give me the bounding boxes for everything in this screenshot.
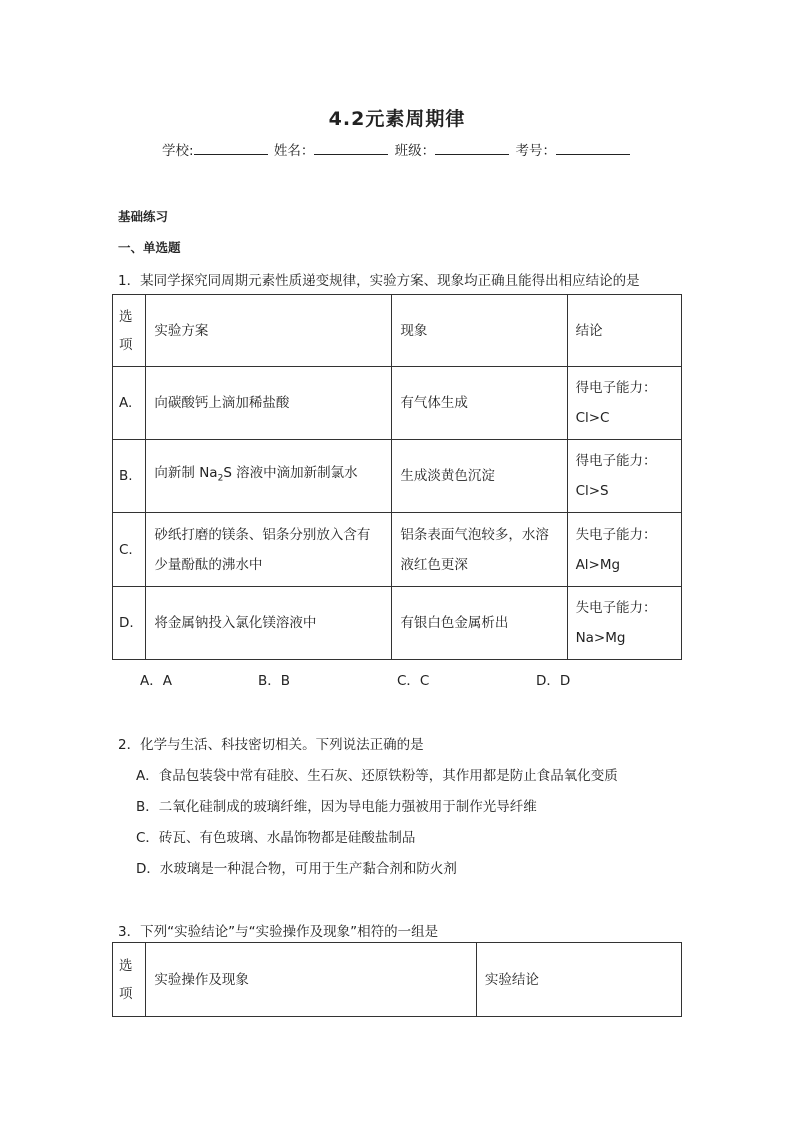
table-row (113, 587, 682, 660)
conclusion-line-2: Cl>S (575, 483, 609, 499)
name-blank (314, 142, 388, 155)
row-plan: 砂纸打磨的镁条、铝条分别放入含有少量酚酞的沸水中 (146, 513, 392, 587)
row-plan: 向碳酸钙上滴加稀盐酸 (146, 367, 392, 440)
row-plan: 将金属钠投入氯化镁溶液中 (146, 587, 392, 660)
header-plan: 实验方案 (146, 295, 392, 367)
row-conclusion (567, 513, 681, 587)
table-header-row (113, 295, 682, 367)
header-option: 选项 (113, 295, 146, 367)
header-phenomenon: 现象 (392, 295, 567, 367)
row-phenomenon: 有气体生成 (392, 367, 567, 440)
choice-b[interactable]: B．B (258, 673, 291, 689)
header-option: 选项 (113, 943, 146, 1017)
table-row (113, 367, 682, 440)
row-option: A. (113, 367, 146, 440)
question-1-table (112, 294, 682, 660)
row-phenomenon: 生成淡黄色沉淀 (392, 440, 567, 513)
conclusion-line-1: 得电子能力： (575, 453, 657, 469)
question-1-stem: 1．某同学探究同周期元素性质递变规律，实验方案、现象均正确且能得出相应结论的是 (118, 273, 640, 289)
question-3-table (112, 942, 682, 1017)
name-label: 姓名： (273, 143, 315, 159)
class-label: 班级： (394, 143, 436, 159)
row-phenomenon: 有银白色金属析出 (392, 587, 567, 660)
question-2-option-a[interactable]: A．食品包装袋中常有硅胶、生石灰、还原铁粉等，其作用都是防止食品氧化变质 (136, 768, 618, 784)
plan-text-pre: 向新制 Na (154, 465, 218, 482)
conclusion-line-2: Al>Mg (575, 556, 621, 573)
row-conclusion (567, 367, 681, 440)
choice-d[interactable]: D．D (536, 673, 571, 689)
row-phenomenon: 铝条表面气泡较多，水溶液红色更深 (392, 513, 567, 587)
number-label: 考号： (515, 143, 556, 159)
row-conclusion (567, 440, 681, 513)
question-2-option-d[interactable]: D．水玻璃是一种混合物，可用于生产黏合剂和防火剂 (136, 861, 457, 877)
header-operation: 实验操作及现象 (146, 943, 476, 1017)
section-practice: 基础练习 (118, 209, 169, 224)
row-option: B. (113, 440, 146, 513)
row-conclusion (567, 587, 681, 660)
class-blank (435, 142, 509, 155)
conclusion-line-1: 失电子能力： (575, 526, 657, 543)
conclusion-line-2: Cl>C (575, 410, 610, 426)
question-2-stem: 2．化学与生活、科技密切相关。下列说法正确的是 (118, 737, 424, 753)
question-2-option-c[interactable]: C．砖瓦、有色玻璃、水晶饰物都是硅酸盐制品 (136, 830, 416, 846)
row-plan (146, 440, 392, 513)
number-blank (556, 142, 630, 155)
section-single-choice: 一、单选题 (118, 240, 181, 255)
school-blank (194, 142, 268, 155)
row-option: D. (113, 587, 146, 660)
header-conclusion: 实验结论 (476, 943, 681, 1017)
document-title: 4.2元素周期律 (328, 108, 466, 130)
plan-text-post: S 溶液中滴加新制氯水 (223, 465, 358, 482)
table-header-row (113, 943, 682, 1017)
conclusion-line-1: 失电子能力： (575, 600, 657, 616)
conclusion-line-2: Na>Mg (575, 630, 626, 646)
header-conclusion: 结论 (567, 295, 681, 367)
choice-c[interactable]: C．C (397, 673, 430, 689)
row-option: C. (113, 513, 146, 587)
table-row (113, 513, 682, 587)
choice-a[interactable]: A．A (140, 673, 172, 689)
question-3-stem: 3．下列“实验结论”与“实验操作及现象”相符的一组是 (118, 924, 439, 940)
school-label: 学校: (162, 143, 194, 159)
table-row (113, 440, 682, 513)
conclusion-line-1: 得电子能力： (575, 380, 657, 396)
student-info-line (0, 139, 794, 159)
question-2-option-b[interactable]: B．二氧化硅制成的玻璃纤维，因为导电能力强被用于制作光导纤维 (136, 799, 537, 815)
plan-subscript: 2 (217, 473, 224, 484)
